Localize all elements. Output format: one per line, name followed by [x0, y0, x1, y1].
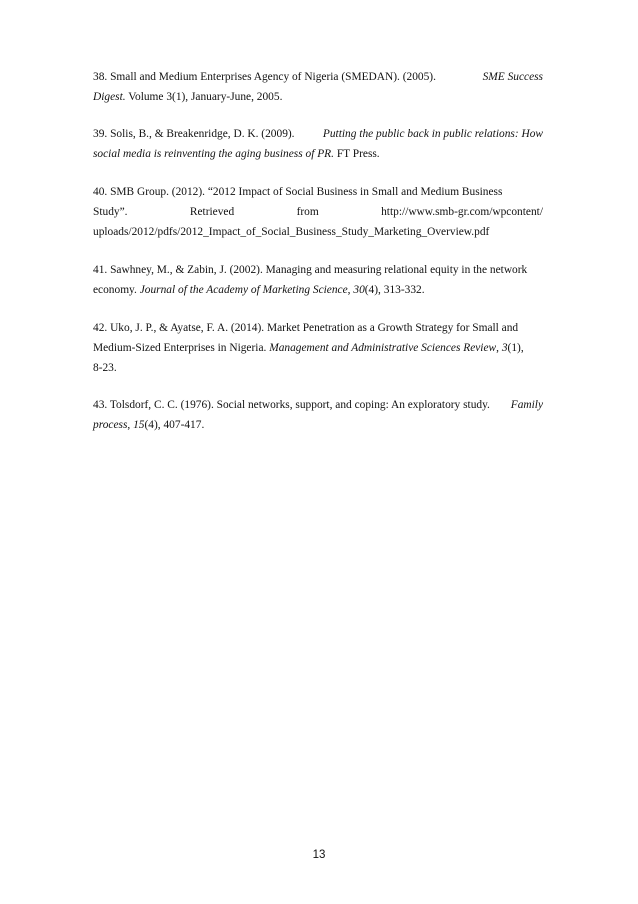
reference-40-from: from: [296, 206, 319, 218]
reference-40-url-start[interactable]: http://www.smb-gr.com/wpcontent/: [381, 206, 543, 218]
reference-41-volume: 30: [353, 284, 365, 296]
reference-42-line-2: [93, 338, 543, 358]
reference-40-url-end[interactable]: uploads/2012/pdfs/2012_Impact_of_Social_Business_Study_Marketing_Overview.pdf: [93, 226, 490, 238]
reference-38-volume: Volume 3(1), January-June, 2005.: [128, 91, 283, 103]
reference-43-authors: 43. Tolsdorf, C. C. (1976). Social networks, support, and coping: An exploratory study.: [93, 399, 490, 411]
reference-40-line-2: [93, 202, 543, 222]
reference-43-volume: 15: [133, 419, 145, 431]
reference-40-line-1: 40. SMB Group. (2012). “2012 Impact of Social Business in Small and Medium Business: [93, 186, 503, 198]
reference-42-line-1: 42. Uko, J. P., & Ayatse, F. A. (2014). Market Penetration as a Growth Strategy for Small and: [93, 322, 519, 334]
reference-42-title-end: Medium-Sized Enterprises in Nigeria.: [93, 342, 267, 354]
reference-39: [93, 124, 543, 164]
reference-43-sep: ,: [127, 419, 131, 431]
reference-38-authors: 38. Small and Medium Enterprises Agency of Nigeria (SMEDAN). (2005).: [93, 71, 436, 83]
reference-42-volume: 3: [501, 342, 508, 354]
reference-43: [93, 395, 543, 435]
reference-41-line-1: 41. Sawhney, M., & Zabin, J. (2002). Managing and measuring relational equity in the network: [93, 264, 528, 276]
reference-43-journal: Family: [510, 399, 543, 411]
reference-41-title-end: economy.: [93, 284, 137, 296]
reference-43-journal-cont: process: [93, 419, 128, 431]
reference-38-line-1: [93, 67, 543, 87]
reference-42: [93, 318, 543, 378]
reference-39-title-cont: social media is reinventing the aging business of PR.: [93, 148, 334, 160]
reference-42-issue: (1),: [507, 342, 524, 354]
reference-43-line-2: [93, 415, 543, 435]
reference-39-line-1: [93, 124, 543, 144]
reference-40: [93, 182, 543, 242]
reference-43-line-1: [93, 395, 543, 415]
reference-38-title: SME Success: [482, 71, 543, 83]
reference-41-line-2: [93, 280, 543, 300]
reference-39-title: Putting the public back in public relations: How: [322, 128, 543, 140]
reference-42-journal: Management and Administrative Sciences Review: [269, 342, 497, 354]
reference-38-title-cont: Digest.: [93, 91, 126, 103]
reference-41-journal: Journal of the Academy of Marketing Science: [139, 284, 348, 296]
reference-39-authors: 39. Solis, B., & Breakenridge, D. K. (2009).: [93, 128, 295, 140]
reference-39-line-2: [93, 144, 543, 164]
page-number: 13: [312, 849, 326, 861]
reference-40-retrieved: Retrieved: [189, 206, 235, 218]
reference-38: [93, 67, 543, 107]
reference-41: [93, 260, 543, 300]
reference-38-line-2: [93, 87, 543, 107]
reference-41-sep: ,: [347, 284, 351, 296]
reference-43-pages: (4), 407-417.: [144, 419, 205, 431]
reference-42-pages: 8-23.: [93, 362, 117, 374]
reference-39-publisher: FT Press.: [336, 148, 380, 160]
reference-41-pages: (4), 313-332.: [364, 284, 425, 296]
reference-40-title-end: Study”.: [93, 206, 128, 218]
reference-42-sep: ,: [496, 342, 499, 354]
